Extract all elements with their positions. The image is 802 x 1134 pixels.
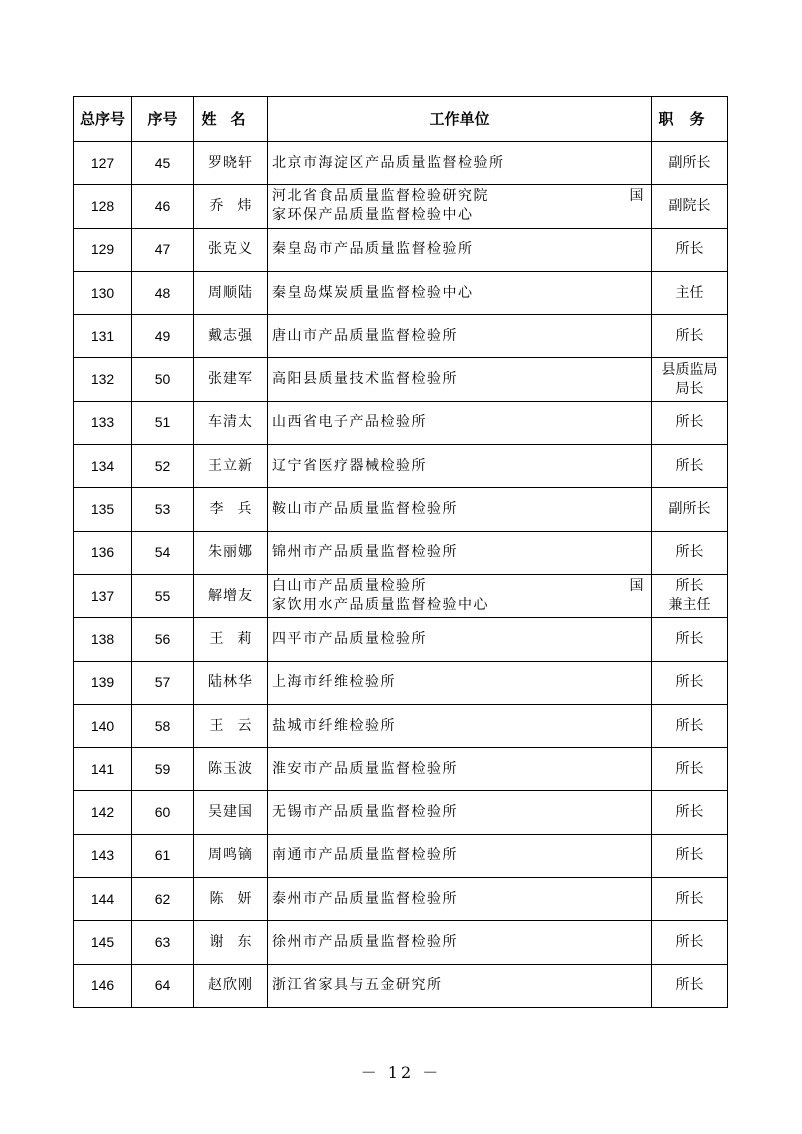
position-cell — [652, 791, 728, 834]
table-row — [74, 142, 728, 185]
position-cell — [652, 964, 728, 1007]
position-line: 所长 — [675, 804, 704, 821]
header-name: 姓名 — [194, 97, 268, 142]
work-unit-line-end: 国 — [629, 578, 645, 595]
work-unit-text: 无锡市产品质量监督检验所 — [272, 804, 458, 821]
position-line: 所长 — [675, 674, 704, 691]
name-cell: 李兵 — [194, 488, 268, 531]
work-unit-text: 白山市产品质量检验所 — [272, 578, 427, 595]
work-unit-text: 徐州市产品质量监督检验所 — [272, 933, 458, 950]
table-row — [74, 401, 728, 444]
position-cell — [652, 834, 728, 877]
name-cell: 罗晓轩 — [194, 142, 268, 185]
position-cell — [652, 748, 728, 791]
table-row — [74, 488, 728, 531]
work-unit-line — [272, 154, 651, 173]
header-position: 职务 — [652, 97, 728, 142]
sequence-number-cell: 51 — [132, 401, 194, 444]
work-unit-text: 河北省食品质量监督检验研究院 — [272, 188, 489, 205]
position-line: 所长 — [675, 933, 704, 950]
work-unit-text: 唐山市产品质量监督检验所 — [272, 327, 458, 344]
sequence-number-cell: 59 — [132, 748, 194, 791]
work-unit-line — [272, 846, 651, 865]
work-unit-line — [272, 370, 651, 389]
name-cell: 张克义 — [194, 228, 268, 271]
position-cell — [652, 142, 728, 185]
total-number-cell: 130 — [74, 271, 132, 314]
header-sequence-number: 序号 — [132, 97, 194, 142]
name-cell: 吴建国 — [194, 791, 268, 834]
sequence-number-cell: 58 — [132, 704, 194, 747]
table-row — [74, 748, 728, 791]
sequence-number-cell: 60 — [132, 791, 194, 834]
work-unit-line-end: 国 — [629, 188, 645, 205]
name-cell: 戴志强 — [194, 315, 268, 358]
sequence-number-cell: 53 — [132, 488, 194, 531]
total-number-cell: 140 — [74, 704, 132, 747]
table-row — [74, 271, 728, 314]
total-number-cell: 127 — [74, 142, 132, 185]
total-number-cell: 137 — [74, 574, 132, 617]
work-unit-cell — [268, 921, 652, 964]
work-unit-line — [272, 890, 651, 909]
work-unit-line — [272, 413, 651, 432]
total-number-cell: 146 — [74, 964, 132, 1007]
work-unit-cell — [268, 185, 652, 228]
total-number-cell: 136 — [74, 531, 132, 574]
total-number-cell: 131 — [74, 315, 132, 358]
name-cell: 解增友 — [194, 574, 268, 617]
work-unit-text: 淮安市产品质量监督检验所 — [272, 760, 458, 777]
header-work-unit: 工作单位 — [268, 97, 652, 142]
position-cell — [652, 401, 728, 444]
position-line: 所长 — [675, 544, 704, 561]
page-number: － 12 － — [360, 1063, 442, 1082]
table-row — [74, 315, 728, 358]
sequence-number-cell: 56 — [132, 618, 194, 661]
work-unit-cell — [268, 661, 652, 704]
table-row — [74, 921, 728, 964]
sequence-number-cell: 48 — [132, 271, 194, 314]
work-unit-line — [272, 760, 651, 779]
table-row — [74, 531, 728, 574]
table-row — [74, 185, 728, 228]
work-unit-text: 北京市海淀区产品质量监督检验所 — [272, 154, 505, 171]
position-cell — [652, 445, 728, 488]
position-line: 主任 — [675, 284, 704, 301]
total-number-cell: 143 — [74, 834, 132, 877]
sequence-number-cell: 57 — [132, 661, 194, 704]
work-unit-cell — [268, 834, 652, 877]
table-row — [74, 964, 728, 1007]
work-unit-cell — [268, 142, 652, 185]
position-line: 兼主任 — [668, 597, 711, 614]
work-unit-cell — [268, 878, 652, 921]
work-unit-line — [272, 240, 651, 259]
name-cell: 陈玉波 — [194, 748, 268, 791]
work-unit-line — [272, 630, 651, 649]
name-cell: 王莉 — [194, 618, 268, 661]
work-unit-line — [272, 976, 651, 995]
position-cell — [652, 618, 728, 661]
position-cell — [652, 661, 728, 704]
position-cell — [652, 271, 728, 314]
work-unit-cell — [268, 401, 652, 444]
work-unit-text: 上海市纤维检验所 — [272, 674, 396, 691]
work-unit-line — [272, 187, 651, 206]
work-unit-cell — [268, 315, 652, 358]
name-cell: 张建军 — [194, 358, 268, 401]
position-cell — [652, 315, 728, 358]
position-line: 副所长 — [668, 501, 711, 518]
work-unit-text: 家饮用水产品质量监督检验中心 — [272, 597, 489, 614]
total-number-cell: 133 — [74, 401, 132, 444]
position-cell — [652, 878, 728, 921]
total-number-cell: 132 — [74, 358, 132, 401]
work-unit-text: 四平市产品质量检验所 — [272, 630, 427, 647]
name-cell: 车清太 — [194, 401, 268, 444]
sequence-number-cell: 54 — [132, 531, 194, 574]
work-unit-line — [272, 206, 651, 225]
work-unit-cell — [268, 618, 652, 661]
position-line: 所长 — [675, 847, 704, 864]
table-row — [74, 704, 728, 747]
work-unit-cell — [268, 445, 652, 488]
work-unit-cell — [268, 748, 652, 791]
sequence-number-cell: 61 — [132, 834, 194, 877]
work-unit-cell — [268, 358, 652, 401]
work-unit-line — [272, 577, 651, 596]
position-cell — [652, 185, 728, 228]
work-unit-cell — [268, 704, 652, 747]
sequence-number-cell: 62 — [132, 878, 194, 921]
work-unit-text: 锦州市产品质量监督检验所 — [272, 544, 458, 561]
table-row — [74, 834, 728, 877]
table-row — [74, 358, 728, 401]
work-unit-text: 盐城市纤维检验所 — [272, 717, 396, 734]
position-line: 所长 — [675, 717, 704, 734]
sequence-number-cell: 46 — [132, 185, 194, 228]
total-number-cell: 134 — [74, 445, 132, 488]
work-unit-text: 家环保产品质量监督检验中心 — [272, 207, 474, 224]
total-number-cell: 145 — [74, 921, 132, 964]
work-unit-text: 秦皇岛市产品质量监督检验所 — [272, 241, 474, 258]
sequence-number-cell: 47 — [132, 228, 194, 271]
table-row — [74, 228, 728, 271]
total-number-cell: 139 — [74, 661, 132, 704]
work-unit-line — [272, 933, 651, 952]
work-unit-text: 浙江省家具与五金研究所 — [272, 977, 443, 994]
name-cell: 王云 — [194, 704, 268, 747]
work-unit-cell — [268, 271, 652, 314]
name-cell: 陆林华 — [194, 661, 268, 704]
sequence-number-cell: 45 — [132, 142, 194, 185]
position-line: 副院长 — [668, 197, 711, 214]
work-unit-text: 南通市产品质量监督检验所 — [272, 847, 458, 864]
position-cell — [652, 574, 728, 617]
work-unit-text: 辽宁省医疗器械检验所 — [272, 457, 427, 474]
position-line: 所长 — [675, 327, 704, 344]
position-cell — [652, 358, 728, 401]
work-unit-line — [272, 717, 651, 736]
position-line: 所长 — [675, 630, 704, 647]
work-unit-text: 鞍山市产品质量监督检验所 — [272, 501, 458, 518]
work-unit-cell — [268, 964, 652, 1007]
table-header-row — [74, 97, 728, 142]
position-line: 所长 — [675, 414, 704, 431]
sequence-number-cell: 55 — [132, 574, 194, 617]
table-row — [74, 661, 728, 704]
position-line: 所长 — [675, 241, 704, 258]
work-unit-cell — [268, 488, 652, 531]
sequence-number-cell: 52 — [132, 445, 194, 488]
work-unit-cell — [268, 228, 652, 271]
sequence-number-cell: 63 — [132, 921, 194, 964]
position-cell — [652, 531, 728, 574]
name-cell: 周顺陆 — [194, 271, 268, 314]
work-unit-text: 泰州市产品质量监督检验所 — [272, 890, 458, 907]
work-unit-text: 高阳县质量技术监督检验所 — [272, 371, 458, 388]
table-row — [74, 878, 728, 921]
position-cell — [652, 228, 728, 271]
work-unit-line — [272, 457, 651, 476]
header-total-number: 总序号 — [74, 97, 132, 142]
work-unit-line — [272, 673, 651, 692]
position-line: 所长 — [675, 890, 704, 907]
work-unit-text: 秦皇岛煤炭质量监督检验中心 — [272, 284, 474, 301]
total-number-cell: 144 — [74, 878, 132, 921]
sequence-number-cell: 64 — [132, 964, 194, 1007]
position-cell — [652, 921, 728, 964]
name-cell: 王立新 — [194, 445, 268, 488]
table-row — [74, 574, 728, 617]
position-line: 副所长 — [668, 154, 711, 171]
work-unit-cell — [268, 531, 652, 574]
table-row — [74, 445, 728, 488]
name-cell: 陈妍 — [194, 878, 268, 921]
name-cell: 赵欣刚 — [194, 964, 268, 1007]
work-unit-line — [272, 500, 651, 519]
sequence-number-cell: 50 — [132, 358, 194, 401]
personnel-table — [73, 96, 728, 1008]
work-unit-line — [272, 543, 651, 562]
total-number-cell: 128 — [74, 185, 132, 228]
name-cell: 乔炜 — [194, 185, 268, 228]
table-row — [74, 791, 728, 834]
position-line: 所长 — [675, 977, 704, 994]
table-body — [74, 142, 728, 1008]
position-line: 县质监局 — [661, 361, 718, 378]
work-unit-line — [272, 596, 651, 615]
work-unit-cell — [268, 791, 652, 834]
total-number-cell: 141 — [74, 748, 132, 791]
work-unit-line — [272, 327, 651, 346]
position-line: 所长 — [675, 578, 704, 595]
total-number-cell: 135 — [74, 488, 132, 531]
work-unit-text: 山西省电子产品检验所 — [272, 414, 427, 431]
sequence-number-cell: 49 — [132, 315, 194, 358]
position-line: 所长 — [675, 457, 704, 474]
work-unit-line — [272, 284, 651, 303]
position-cell — [652, 488, 728, 531]
work-unit-line — [272, 803, 651, 822]
table-row — [74, 618, 728, 661]
name-cell: 周鸣镝 — [194, 834, 268, 877]
work-unit-cell — [268, 574, 652, 617]
total-number-cell: 138 — [74, 618, 132, 661]
total-number-cell: 142 — [74, 791, 132, 834]
total-number-cell: 129 — [74, 228, 132, 271]
name-cell: 谢东 — [194, 921, 268, 964]
name-cell: 朱丽娜 — [194, 531, 268, 574]
position-line: 局长 — [675, 380, 704, 397]
position-cell — [652, 704, 728, 747]
position-line: 所长 — [675, 760, 704, 777]
